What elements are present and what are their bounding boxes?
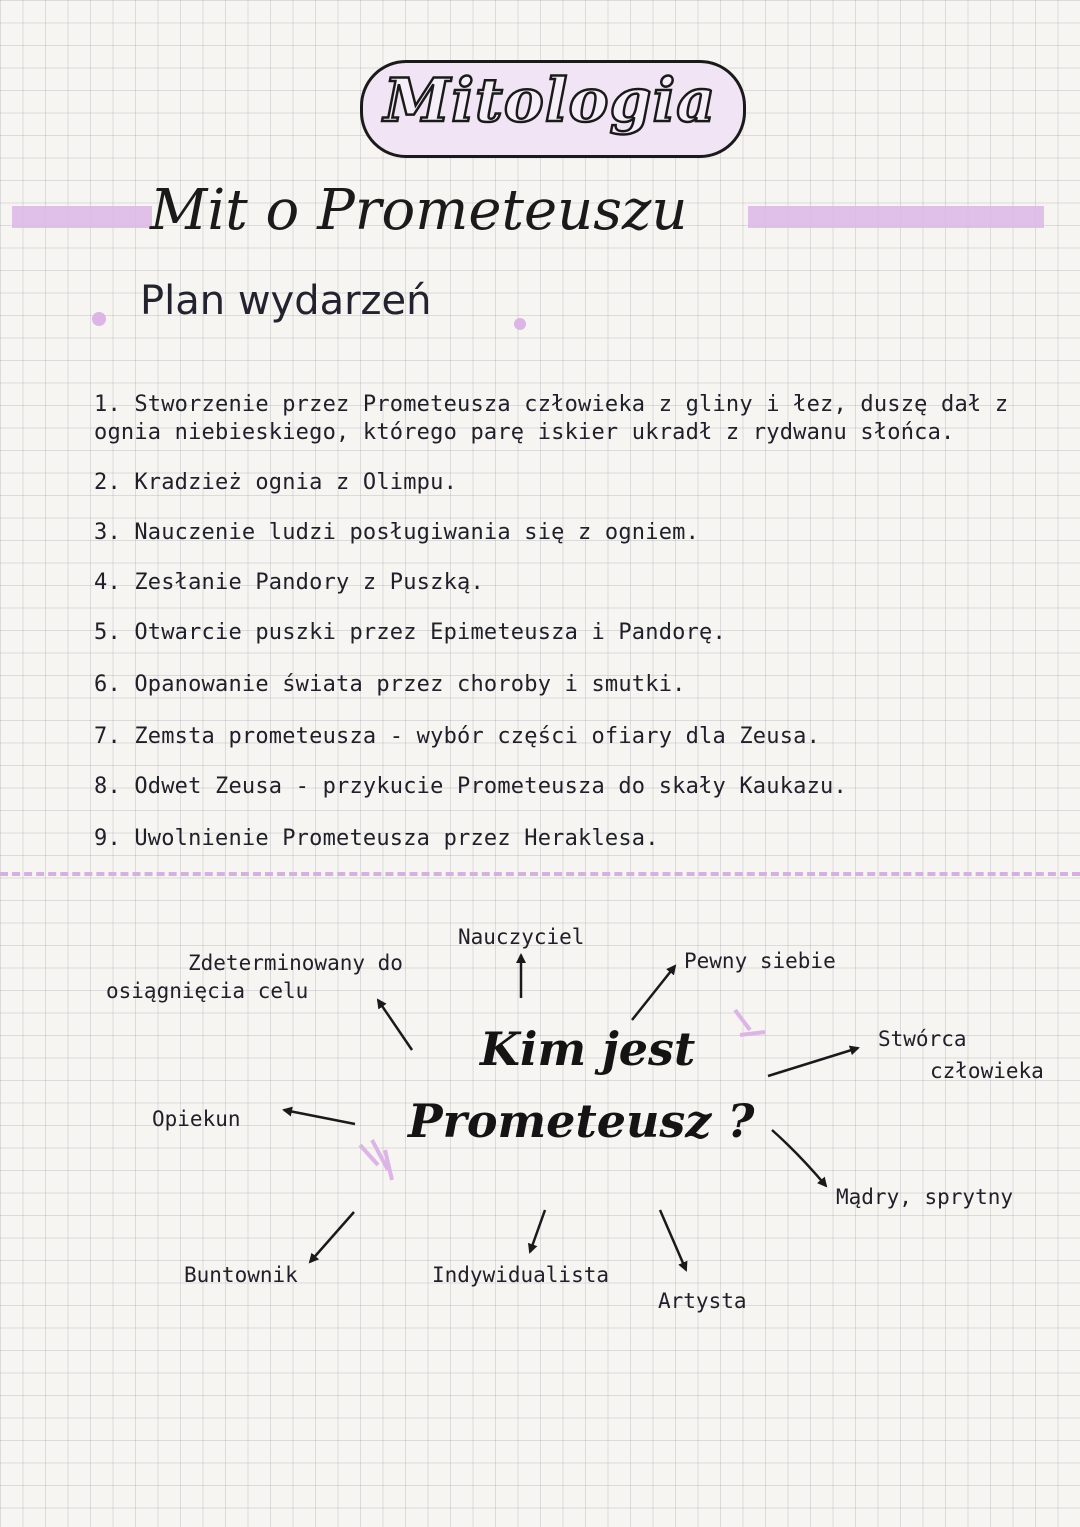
trait-creator-line2: człowieka [930,1059,1044,1083]
arrow-determined [378,1000,412,1050]
arrow-confident [632,966,675,1020]
mindmap-center-line2: Prometeusz ? [408,1094,755,1148]
trait-determined-line2: osiągnięcia celu [106,979,309,1003]
arrow-artist [660,1210,686,1270]
arrow-individualist [530,1210,545,1252]
arrow-guardian [284,1110,355,1124]
trait-creator-line1: Stwórca [878,1027,967,1051]
trait-determined-line1: Zdeterminowany do [188,951,403,975]
trait-individualist: Indywidualista [432,1263,610,1287]
trait-teacher: Nauczyciel [458,925,585,949]
list-item: ognia niebieskiego, którego parę iskier ukradł z rydwanu słońca. [94,420,955,445]
arrow-rebel [310,1212,354,1262]
list-item: 8. Odwet Zeusa - przykucie Prometeusza do skały Kaukazu. [94,774,847,799]
subtitle: Mit o Prometeuszu [150,178,688,243]
trait-confident: Pewny siebie [684,949,836,973]
arrow-wise [772,1130,826,1186]
trait-rebel: Buntownik [184,1263,298,1287]
accent-stroke [735,1010,750,1030]
list-item: 5. Otwarcie puszki przez Epimeteusza i Pandorę. [94,620,726,645]
list-item: 4. Zesłanie Pandory z Puszką. [94,570,484,595]
trait-artist: Artysta [658,1289,747,1313]
list-item: 6. Opanowanie świata przez choroby i smutki. [94,672,686,697]
list-item: 3. Nauczenie ludzi posługiwania się z ogniem. [94,520,700,545]
trait-guardian: Opiekun [152,1107,241,1131]
list-item: 2. Kradzież ognia z Olimpu. [94,470,458,495]
list-item: 9. Uwolnienie Prometeusza przez Heraklesa. [94,826,659,851]
section-heading: Plan wydarzeń [140,278,432,324]
accent-stroke [740,1032,765,1035]
list-item: 1. Stworzenie przez Prometeusza człowieka z gliny i łez, duszę dał z [94,392,1009,417]
list-item: 7. Zemsta prometeusza - wybór części ofiary dla Zeusa. [94,724,821,749]
arrow-creator [768,1048,858,1076]
mindmap-center-line1: Kim jest [480,1022,696,1076]
page-title: Mitologia [383,66,717,136]
trait-wise: Mądry, sprytny [836,1185,1014,1209]
